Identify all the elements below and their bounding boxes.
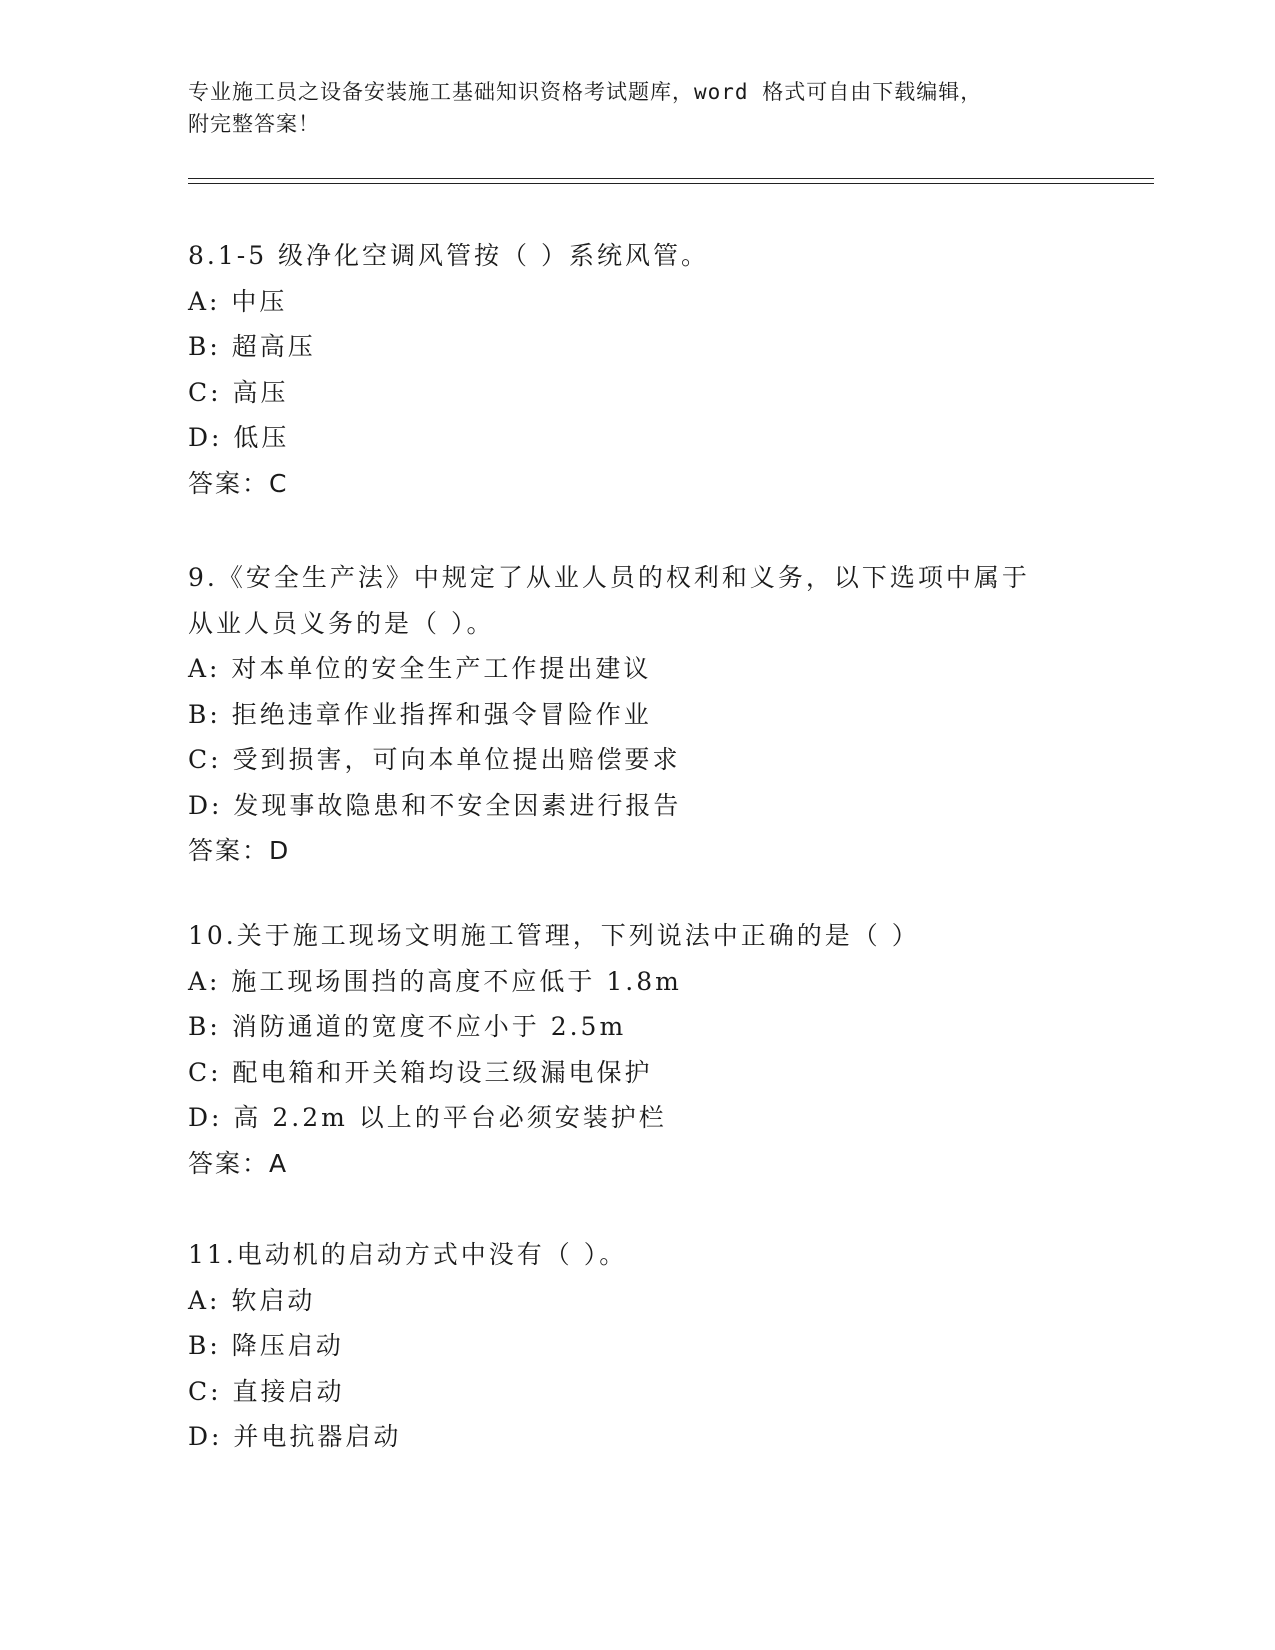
option-b: B: 超高压 [188,332,316,361]
question-stem: 11.电动机的启动方式中没有（ ）。 [188,1240,628,1269]
option-a: A: 施工现场围挡的高度不应低于 1.8m [188,966,682,996]
document-header [188,76,1068,140]
header-line-2: 附完整答案！ [188,112,320,136]
option-b: B: 降压启动 [188,1331,344,1360]
question-8 [188,233,1088,506]
option-c: C: 配电箱和开关箱均设三级漏电保护 [188,1057,653,1087]
answer-line: 答案：C [188,468,289,498]
option-c: C: 高压 [188,377,289,407]
answer-line: 答案：D [188,836,291,865]
option-a: A: 中压 [188,286,288,316]
option-d: D: 高 2.2m 以上的平台必须安装护栏 [188,1103,667,1132]
option-c: C: 直接启动 [188,1376,345,1406]
question-stem-line-1: 9.《安全生产法》中规定了从业人员的权利和义务，以下选项中属于 [188,563,1030,592]
question-stem-line-2: 从业人员义务的是（ ）。 [188,608,495,638]
option-d: D: 并电抗器启动 [188,1422,402,1451]
question-9 [188,555,1088,874]
option-b: B: 消防通道的宽度不应小于 2.5m [188,1012,627,1041]
option-b: B: 拒绝违章作业指挥和强令冒险作业 [188,699,652,729]
question-stem: 8.1-5 级净化空调风管按（ ）系统风管。 [188,241,710,270]
header-divider-top [188,178,1154,179]
option-d: D: 低压 [188,423,290,452]
header-divider-bottom [188,183,1154,184]
option-a: A: 软启动 [188,1285,316,1315]
option-c: C: 受到损害，可向本单位提出赔偿要求 [188,745,681,774]
option-a: A: 对本单位的安全生产工作提出建议 [188,654,652,683]
question-11 [188,1232,1088,1460]
question-10 [188,913,1088,1186]
answer-line: 答案：A [188,1148,289,1178]
header-line-1: 专业施工员之设备安装施工基础知识资格考试题库，word 格式可自由下载编辑， [188,80,983,104]
question-stem: 10.关于施工现场文明施工管理，下列说法中正确的是（ ） [188,921,920,950]
option-d: D: 发现事故隐患和不安全因素进行报告 [188,790,682,820]
